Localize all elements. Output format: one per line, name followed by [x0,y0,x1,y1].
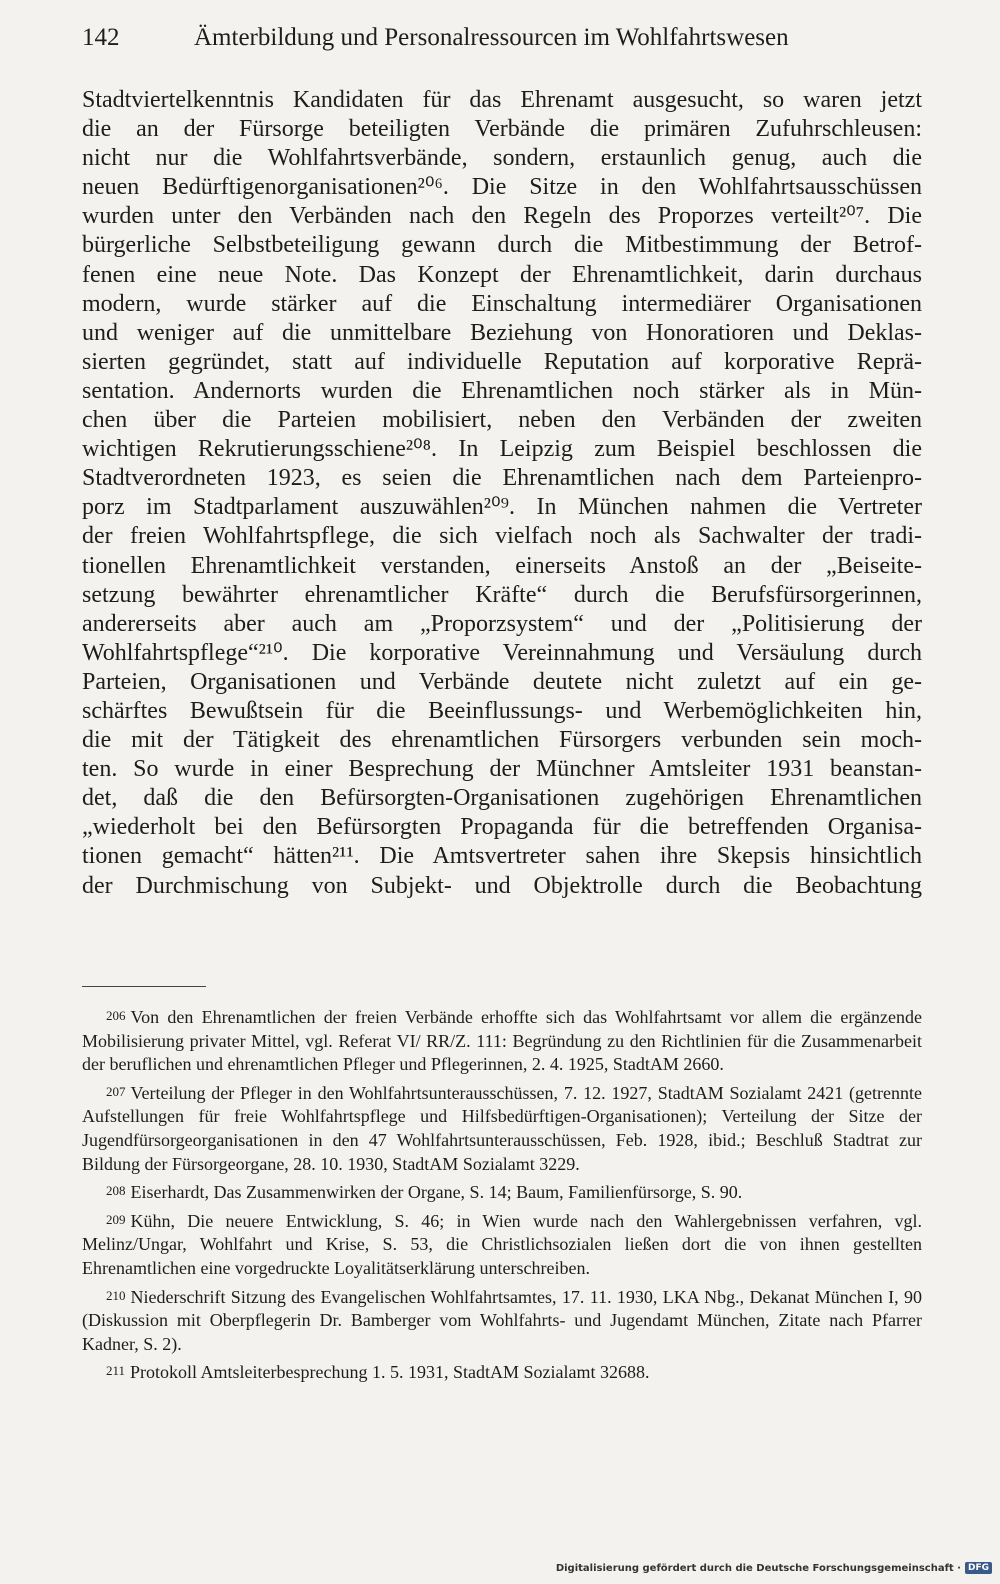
body-line: ten. So wurde in einer Besprechung der Münchner Amtsleiter 1931 beanstan- [82,756,922,783]
body-line: der Durchmischung von Subjekt- und Objektrolle durch die Beobachtung [82,872,922,899]
body-line: die mit der Tätigkeit des ehrenamtlichen Fürsorgers verbunden sein moch- [82,727,922,754]
body-line: fenen eine neue Note. Das Konzept der Ehrenamtlichkeit, darin durchaus [82,261,922,288]
footnote-207 [82,1080,922,1176]
footnote-number: 206 [106,1008,126,1023]
footnote-number: 209 [106,1211,126,1227]
body-line: det, daß die den Befürsorgten-Organisationen zugehörigen Ehrenamtlichen [82,785,922,812]
footnote-number: 210 [106,1287,126,1303]
footnote-text: Kühn, Die neuere Entwicklung, S. 46; in Wien wurde nach den Wahlergebnissen verfahren, vgl. Melinz/Ungar, Wohlfahrt und Krise, S. 53, die Christlichsozialen ließen dort die von ihnen gestellten Ehrenamtlichen eine vorgedruckte Loyalitätserklärung unterschreiben. [82,1210,922,1278]
body-line: der freien Wohlfahrtspflege, die sich vielfach noch als Sachwalter der tradi- [82,523,922,550]
footnote-211 [82,1359,922,1385]
body-line: porz im Stadtparlament auszuwählen²⁰⁹. In München nahmen die Vertreter [82,494,922,521]
body-line: andererseits aber auch am „Proporzsystem“ und der „Politisierung der [82,610,922,637]
dfg-logo-icon: DFG [965,1562,992,1574]
page-header [82,20,922,56]
body-line: tionellen Ehrenamtlichkeit verstanden, einerseits Anstoß an der „Beiseite- [82,552,922,579]
body-line: wichtigen Rekrutierungsschiene²⁰⁸. In Leipzig zum Beispiel beschlossen die [82,436,922,463]
footnote-text: Eiserhardt, Das Zusammenwirken der Organe, S. 14; Baum, Familienfürsorge, S. 90. [130,1182,743,1203]
body-line: schärftes Bewußtsein für die Beeinflussungs- und Werbemöglichkeiten hin, [82,697,922,724]
body-line: Parteien, Organisationen und Verbände deutete nicht zuletzt auf ein ge- [82,668,922,695]
body-line: bürgerliche Selbstbeteiligung gewann durch die Mitbestimmung der Betrof- [82,232,922,259]
footnotes [82,1004,922,1388]
body-line: chen über die Parteien mobilisiert, neben den Verbänden der zweiten [82,407,922,434]
footnote-text: Verteilung der Pfleger in den Wohlfahrtsunterausschüssen, 7. 12. 1927, StadtAM Sozialamt 2421 (getrennte Aufstellungen für freie Wohlfahrtspflege und Hilfsbedürftigen-Organisationen); Verteilung der Sitze der Jugendfürsorgeorganisationen in den 47 Wohlfahrtsunterausschüssen, Feb. 1928, ibid.; Beschluß Stadtrat zur Bildung der Fürsorgeorgane, 28. 10. 1930, StadtAM Sozialamt 3229. [82,1082,922,1174]
body-text [82,86,922,901]
body-line: „wiederholt bei den Befürsorgten Propaganda für die betreffenden Organisa- [82,814,922,841]
body-line: wurden unter den Verbänden nach den Regeln des Proporzes verteilt²⁰⁷. Die [82,203,922,230]
body-line: nicht nur die Wohlfahrtsverbände, sondern, erstaunlich genug, auch die [82,145,922,172]
body-line: neuen Bedürftigenorganisationen²⁰⁶. Die Sitze in den Wohlfahrtsausschüssen [82,174,922,201]
body-line: und weniger auf die unmittelbare Beziehung von Honoratioren und Deklas- [82,319,922,346]
footnote-206 [82,1004,922,1077]
footnote-210 [82,1284,922,1357]
footnote-number: 208 [106,1183,126,1199]
body-line: die an der Fürsorge beteiligten Verbände die primären Zufuhrschleusen: [82,116,922,143]
body-line: setzung bewährter ehrenamtlicher Kräfte“ durch die Berufsfürsorgerinnen, [82,581,922,608]
body-line: sentation. Andernorts wurden die Ehrenamtlichen noch stärker als in Mün- [82,377,922,404]
footnote-text: Niederschrift Sitzung des Evangelischen Wohlfahrtsamtes, 17. 11. 1930, LKA Nbg., Dekanat München I, 90 (Diskussion mit Oberpflegerin Dr. Bamberger vom Wohlfahrts- und Jugendamt München, Zitate nach Pfarrer Kadner, S. 2). [82,1286,922,1354]
digitization-text: Digitalisierung gefördert durch die Deutsche Forschungsgemeinschaft · [555,1562,961,1574]
body-line: Stadtviertelkenntnis Kandidaten für das Ehrenamt ausgesucht, so waren jetzt [82,87,922,113]
body-line: tionen gemacht“ hätten²¹¹. Die Amtsvertreter sahen ihre Skepsis hinsichtlich [82,843,922,870]
running-head: Ämterbildung und Personalressourcen im Wohlfahrtswesen [194,24,789,51]
footnote-text: Protokoll Amtsleiterbesprechung 1. 5. 1931, StadtAM Sozialamt 32688. [130,1362,650,1383]
footnote-text: Von den Ehrenamtlichen der freien Verbände erhoffte sich das Wohlfahrtsamt vor allem die ergänzende Mobilisierung privater Mittel, vgl. Referat VI/ RR/Z. 111: Begründung zu den Richtlinien für die Zusammenarbeit der beruflichen und ehrenamtlichen Pfleger und Pflegerinnen, 2. 4. 1925, StadtAM 2660. [82,1007,922,1075]
footnote-208 [82,1179,922,1205]
footnote-number: 211 [106,1363,126,1379]
digitization-note [556,1562,992,1574]
body-line: modern, wurde stärker auf die Einschaltung intermediärer Organisationen [82,290,922,317]
page-number: 142 [82,24,120,51]
body-line: Stadtverordneten 1923, es seien die Ehrenamtlichen nach dem Parteienpro- [82,465,922,492]
body-line: Wohlfahrtspflege“²¹⁰. Die korporative Vereinnahmung und Versäulung durch [82,639,922,666]
footnote-number: 207 [106,1083,126,1099]
body-line: sierten gegründet, statt auf individuelle Reputation auf korporative Reprä- [82,348,922,375]
footnote-rule [82,986,206,987]
footnote-209 [82,1208,922,1281]
